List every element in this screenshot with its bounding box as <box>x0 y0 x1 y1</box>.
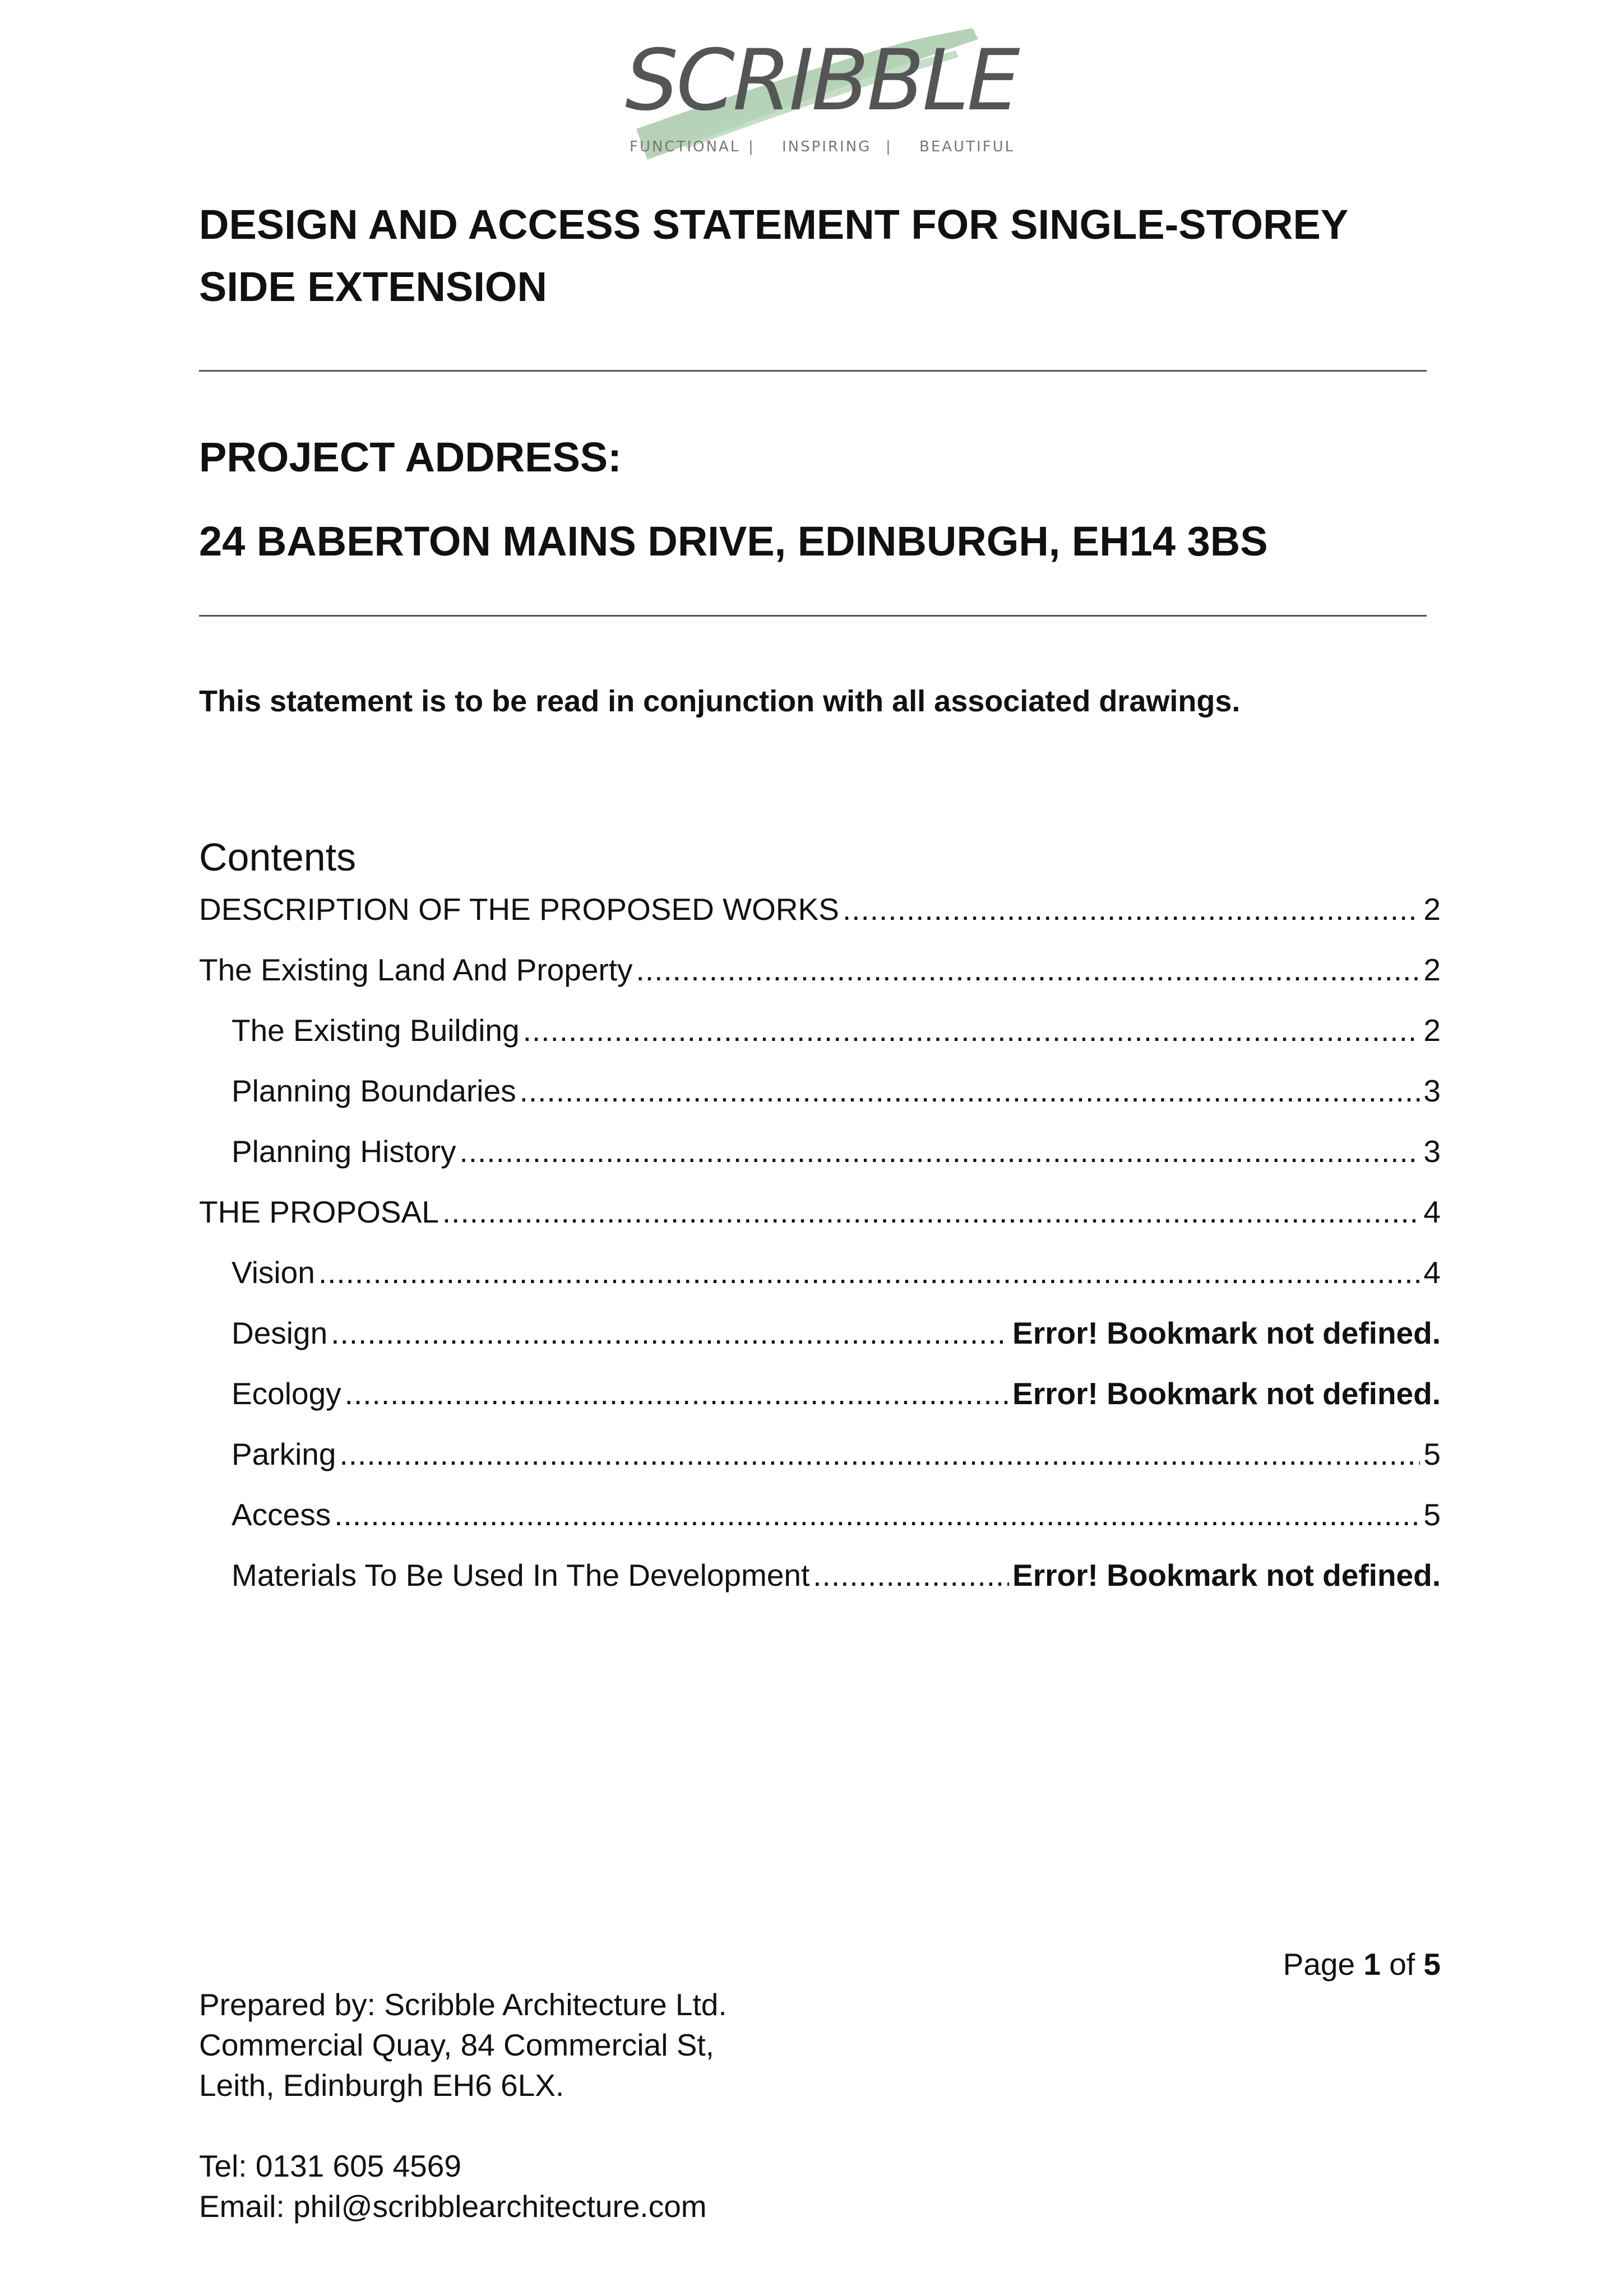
page-number <box>1283 1944 1441 1984</box>
toc-entry-title: Design <box>232 1316 328 1350</box>
toc-entry-error: Error! Bookmark not defined. <box>1012 1316 1441 1350</box>
toc-entry[interactable] <box>199 1311 1441 1371</box>
toc-entry[interactable] <box>199 1250 1441 1311</box>
conjunction-note: This statement is to be read in conjunction with all associated drawings. <box>199 684 1241 718</box>
toc-entry-title: Parking <box>232 1437 336 1471</box>
toc-leader-dots <box>523 1008 1421 1053</box>
page-number-total: 5 <box>1423 1947 1441 1982</box>
footer-prepared-by: Prepared by: Scribble Architecture Ltd. <box>199 1987 727 2022</box>
toc-entry-page: 4 <box>1423 1255 1441 1290</box>
toc-leader-dots <box>345 1371 1009 1416</box>
toc-entry-page: 5 <box>1423 1437 1441 1471</box>
logo-tagline-1: FUNCTIONAL <box>630 138 741 155</box>
toc-leader-dots <box>339 1432 1420 1476</box>
scribble-logo-graphic <box>614 17 1023 179</box>
toc-leader-dots <box>442 1189 1421 1234</box>
toc-entry[interactable] <box>199 1129 1441 1189</box>
contents-heading: Contents <box>199 835 357 879</box>
footer-address-line-1: Commercial Quay, 84 Commercial St, <box>199 2027 714 2062</box>
toc-entry[interactable] <box>199 1008 1441 1068</box>
toc-entry-title: Materials To Be Used In The Development <box>232 1558 810 1593</box>
toc-entry-error: Error! Bookmark not defined. <box>1012 1376 1441 1411</box>
page-number-prefix: Page <box>1283 1947 1355 1982</box>
footer-tel: Tel: 0131 605 4569 <box>199 2149 461 2183</box>
svg-text:|: | <box>748 138 753 155</box>
divider <box>199 615 1427 617</box>
page-number-current: 1 <box>1363 1947 1381 1982</box>
toc-entry[interactable] <box>199 887 1441 947</box>
logo-tagline-2: INSPIRING <box>782 138 872 155</box>
toc-entry-title: Planning Boundaries <box>232 1073 516 1108</box>
toc-leader-dots <box>636 947 1421 992</box>
toc-entry-title: The Existing Building <box>232 1013 520 1048</box>
page-number-of: of <box>1389 1947 1415 1982</box>
toc-entry-title: Planning History <box>232 1134 456 1169</box>
toc-entry-page: 3 <box>1423 1134 1441 1169</box>
toc-entry[interactable] <box>199 1068 1441 1129</box>
logo-tagline-3: BEAUTIFUL <box>919 138 1015 155</box>
toc-entry-title: The Existing Land And Property <box>199 952 633 987</box>
toc-entry-page: 2 <box>1423 892 1441 927</box>
toc-entry-title: Access <box>232 1497 331 1532</box>
document-title: DESIGN AND ACCESS STATEMENT FOR SINGLE-STOREY SIDE EXTENSION <box>199 201 1348 310</box>
scribble-logo <box>614 17 1023 179</box>
toc-leader-dots <box>459 1129 1420 1174</box>
project-address-label: PROJECT ADDRESS: <box>199 434 622 480</box>
toc-entry-page: 4 <box>1423 1195 1441 1229</box>
toc-entry-error: Error! Bookmark not defined. <box>1012 1558 1441 1593</box>
toc-leader-dots <box>318 1250 1421 1295</box>
svg-text:|: | <box>886 138 891 155</box>
toc-entry-title: DESCRIPTION OF THE PROPOSED WORKS <box>199 892 839 927</box>
toc-entry[interactable] <box>199 1189 1441 1250</box>
toc-entry-title: Vision <box>232 1255 315 1290</box>
toc-entry-page: 2 <box>1423 952 1441 987</box>
toc-entry[interactable] <box>199 947 1441 1008</box>
toc-leader-dots <box>843 887 1421 932</box>
toc-leader-dots <box>813 1553 1009 1598</box>
divider <box>199 370 1427 372</box>
toc-entry-title: Ecology <box>232 1376 341 1411</box>
toc-entry[interactable] <box>199 1432 1441 1492</box>
toc-entry-page: 2 <box>1423 1013 1441 1048</box>
toc-entry-page: 3 <box>1423 1073 1441 1108</box>
table-of-contents <box>199 887 1441 1613</box>
footer-contact <box>199 1984 727 2226</box>
footer-spacer <box>199 2105 727 2146</box>
footer-address-line-2: Leith, Edinburgh EH6 6LX. <box>199 2068 565 2103</box>
toc-entry[interactable] <box>199 1492 1441 1553</box>
toc-leader-dots <box>331 1311 1009 1355</box>
footer-email[interactable]: Email: phil@scribblearchitecture.com <box>199 2189 707 2224</box>
toc-leader-dots <box>520 1068 1421 1113</box>
toc-entry[interactable] <box>199 1553 1441 1613</box>
toc-entry-page: 5 <box>1423 1497 1441 1532</box>
logo-wordmark: SCRIBBLE <box>625 32 1018 129</box>
project-address: 24 BABERTON MAINS DRIVE, EDINBURGH, EH14 3BS <box>199 518 1268 564</box>
toc-entry[interactable] <box>199 1371 1441 1432</box>
toc-entry-title: THE PROPOSAL <box>199 1195 439 1229</box>
toc-leader-dots <box>334 1492 1420 1537</box>
